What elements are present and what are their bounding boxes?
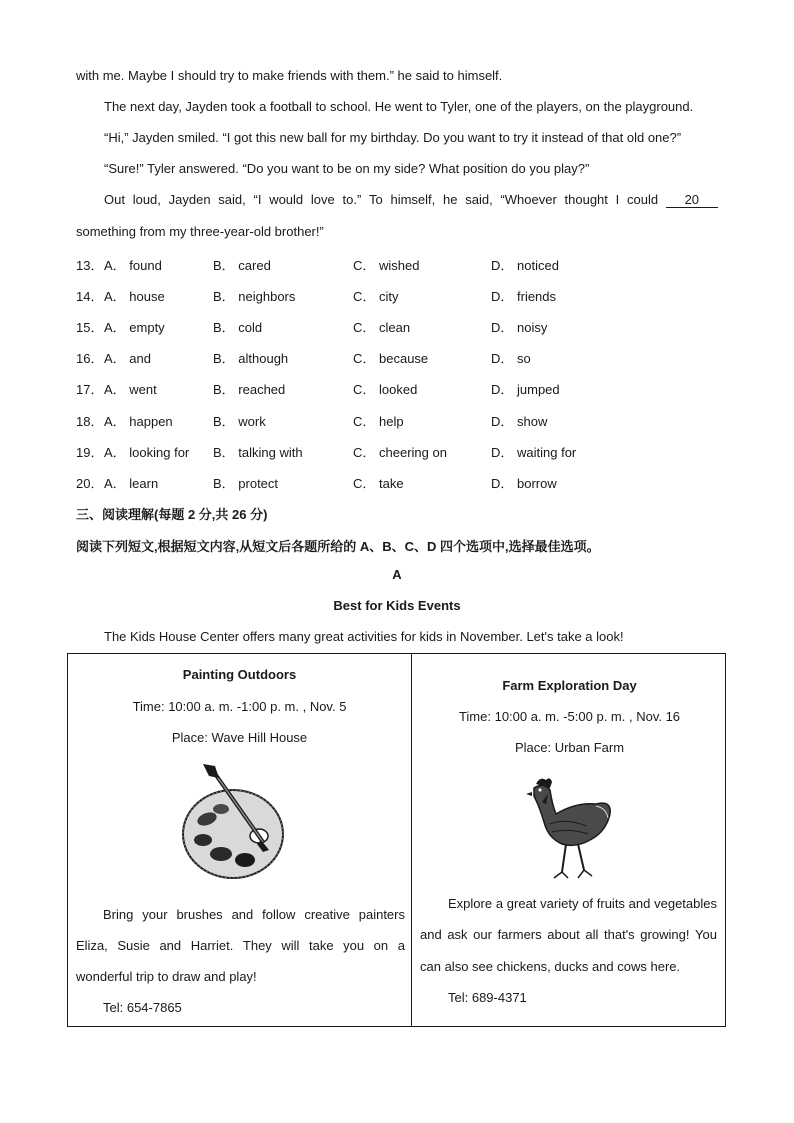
question-option: C． cheering on [353,445,447,460]
question-option: D． so [491,351,531,366]
palette-icon [181,764,293,884]
passage-line: with me. Maybe I should try to make friends with them.” he said to himself. [76,68,503,83]
question-option: C． wished [353,258,420,273]
section-instruction: 阅读下列短文,根据短文内容,从短文后各题所给的 A、B、C、D 四个选项中,选择最佳选项。 [76,539,600,554]
question-option: D． jumped [491,382,560,397]
question-option: C． looked [353,382,418,397]
passage-line-justified: Out loud, Jayden said, “I would love to.” To himself, he said, “Whoever thought I could 20 [104,192,718,208]
event-place: Place: Wave Hill House [171,730,308,745]
question-option: C． clean [353,320,411,335]
question-option: B． work [213,414,266,429]
event-tel: Tel: 654-7865 [103,1000,182,1015]
question-option: B． neighbors [213,289,296,304]
question-option: C． help [353,414,404,429]
event-title: Farm Exploration Day [502,678,637,693]
question-option: B． cold [213,320,263,335]
event-desc-line: Explore a great variety of fruits and vegetables [448,896,717,911]
passage-line: The next day, Jayden took a football to school. He went to Tyler, one of the players, on the playground. [104,99,694,114]
question-option: A． and [104,351,151,366]
events-table [67,653,726,1027]
part-label: A [392,567,402,582]
question-number: 18． [76,414,104,429]
question-option: B． talking with [213,445,303,460]
question-option: B． although [213,351,289,366]
question-option: D． friends [491,289,557,304]
question-option: A． empty [104,320,165,335]
question-option: C． because [353,351,429,366]
event-tel: Tel: 689-4371 [448,990,527,1005]
question-option: C． take [353,476,404,491]
question-option: D． noticed [491,258,559,273]
question-option: A． learn [104,476,159,491]
question-option: A． found [104,258,162,273]
passage-line: “Sure!” Tyler answered. “Do you want to be on my side? What position do you play?” [104,161,590,176]
question-option: B． cared [213,258,271,273]
event-place: Place: Urban Farm [514,740,625,755]
event-desc-line: and ask our farmers about all that's growing! You [420,927,717,942]
event-time: Time: 10:00 a. m. -5:00 p. m. , Nov. 16 [458,709,681,724]
question-option: D． waiting for [491,445,577,460]
question-number: 16． [76,351,104,366]
question-option: D． borrow [491,476,557,491]
event-title: Painting Outdoors [182,667,297,682]
passage-line: something from my three-year-old brother!” [76,224,324,239]
passage-line: “Hi,” Jayden smiled. “I got this new ball for my birthday. Do you want to try it instead of that old one?” [104,130,682,145]
question-option: A． looking for [104,445,190,460]
question-number: 17． [76,382,104,397]
article-title: Best for Kids Events [333,598,461,613]
chicken-icon [526,774,612,884]
question-option: D． show [491,414,548,429]
article-intro: The Kids House Center offers many great activities for kids in November. Let's take a look! [104,629,624,644]
event-time: Time: 10:00 a. m. -1:00 p. m. , Nov. 5 [132,699,347,714]
question-option: D． noisy [491,320,548,335]
question-option: A． happen [104,414,173,429]
event-desc-line: Eliza, Susie and Harriet. They will take you on a [76,938,405,953]
question-number: 19． [76,445,104,460]
event-desc-line: Bring your brushes and follow creative painters [103,907,405,922]
section-heading: 三、阅读理解(每题 2 分,共 26 分) [76,507,268,522]
answer-blank: 20 [666,192,718,208]
question-number: 20． [76,476,104,491]
question-option: C． city [353,289,399,304]
question-option: A． house [104,289,165,304]
question-number: 13． [76,258,104,273]
question-option: A． went [104,382,157,397]
event-desc-last: wonderful trip to draw and play! [76,969,257,984]
question-option: B． reached [213,382,286,397]
question-number: 14． [76,289,104,304]
question-number: 15． [76,320,104,335]
event-desc-last: can also see chickens, ducks and cows here. [420,959,681,974]
question-option: B． protect [213,476,279,491]
